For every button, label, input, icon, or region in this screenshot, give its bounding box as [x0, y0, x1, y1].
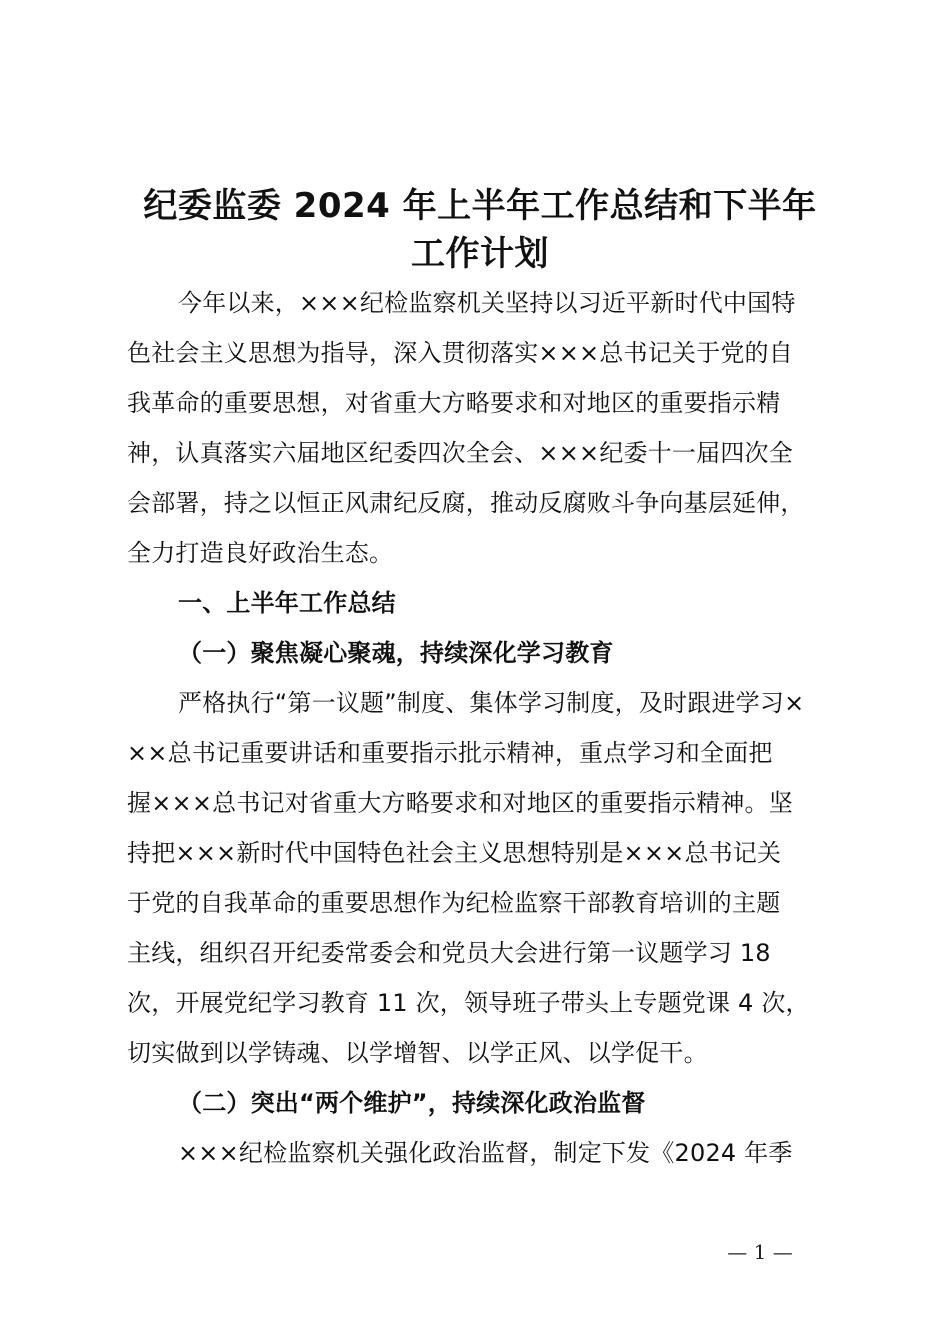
paragraph-1-line-4: 神，认真落实六届地区纪委四次全会、×××纪委十一届四次全 [127, 439, 793, 467]
paragraph-1-line-3: 我革命的重要思想，对省重大方略要求和对地区的重要指示精 [127, 389, 781, 417]
subsection-heading-2: （二）突出“两个维护”，持续深化政治监督 [178, 1089, 646, 1117]
paragraph-2-line-1: 严格执行“第一议题”制度、集体学习制度，及时跟进学习× [178, 689, 805, 717]
paragraph-2-line-7: 次，开展党纪学习教育 11 次，领导班子带头上专题党课 4 次， [127, 989, 810, 1017]
paragraph-2-line-6: 主线，组织召开纪委常委会和党员大会进行第一议题学习 18 [127, 939, 771, 967]
paragraph-1-line-2: 色社会主义思想为指导，深入贯彻落实×××总书记关于党的自 [127, 339, 793, 367]
document-title-line-2: 工作计划 [411, 234, 549, 274]
paragraph-1-line-1: 今年以来，×××纪检监察机关坚持以习近平新时代中国特 [178, 289, 796, 317]
paragraph-1-line-5: 会部署，持之以恒正风肃纪反腐，推动反腐败斗争向基层延伸， [127, 489, 805, 517]
section-heading-1: 一、上半年工作总结 [178, 589, 396, 617]
paragraph-2-line-8: 切实做到以学铸魂、以学增智、以学正风、以学促干。 [127, 1039, 708, 1067]
document-title-line-1: 纪委监委 2024 年上半年工作总结和下半年 [143, 186, 817, 226]
paragraph-2-line-5: 于党的自我革命的重要思想作为纪检监察干部教育培训的主题 [127, 889, 781, 917]
paragraph-2-line-2: ××总书记重要讲话和重要指示批示精神，重点学习和全面把 [127, 739, 773, 767]
page-number: — 1 — [727, 1240, 793, 1264]
paragraph-3-line-1: ×××纪检监察机关强化政治监督，制定下发《2024 年季 [178, 1139, 793, 1167]
paragraph-1-line-6: 全力打造良好政治生态。 [127, 539, 394, 567]
paragraph-2-line-4: 持把×××新时代中国特色社会主义思想特别是×××总书记关 [127, 839, 782, 867]
paragraph-2-line-3: 握×××总书记对省重大方略要求和对地区的重要指示精神。坚 [127, 789, 793, 817]
subsection-heading-1: （一）聚焦凝心聚魂，持续深化学习教育 [178, 639, 614, 667]
